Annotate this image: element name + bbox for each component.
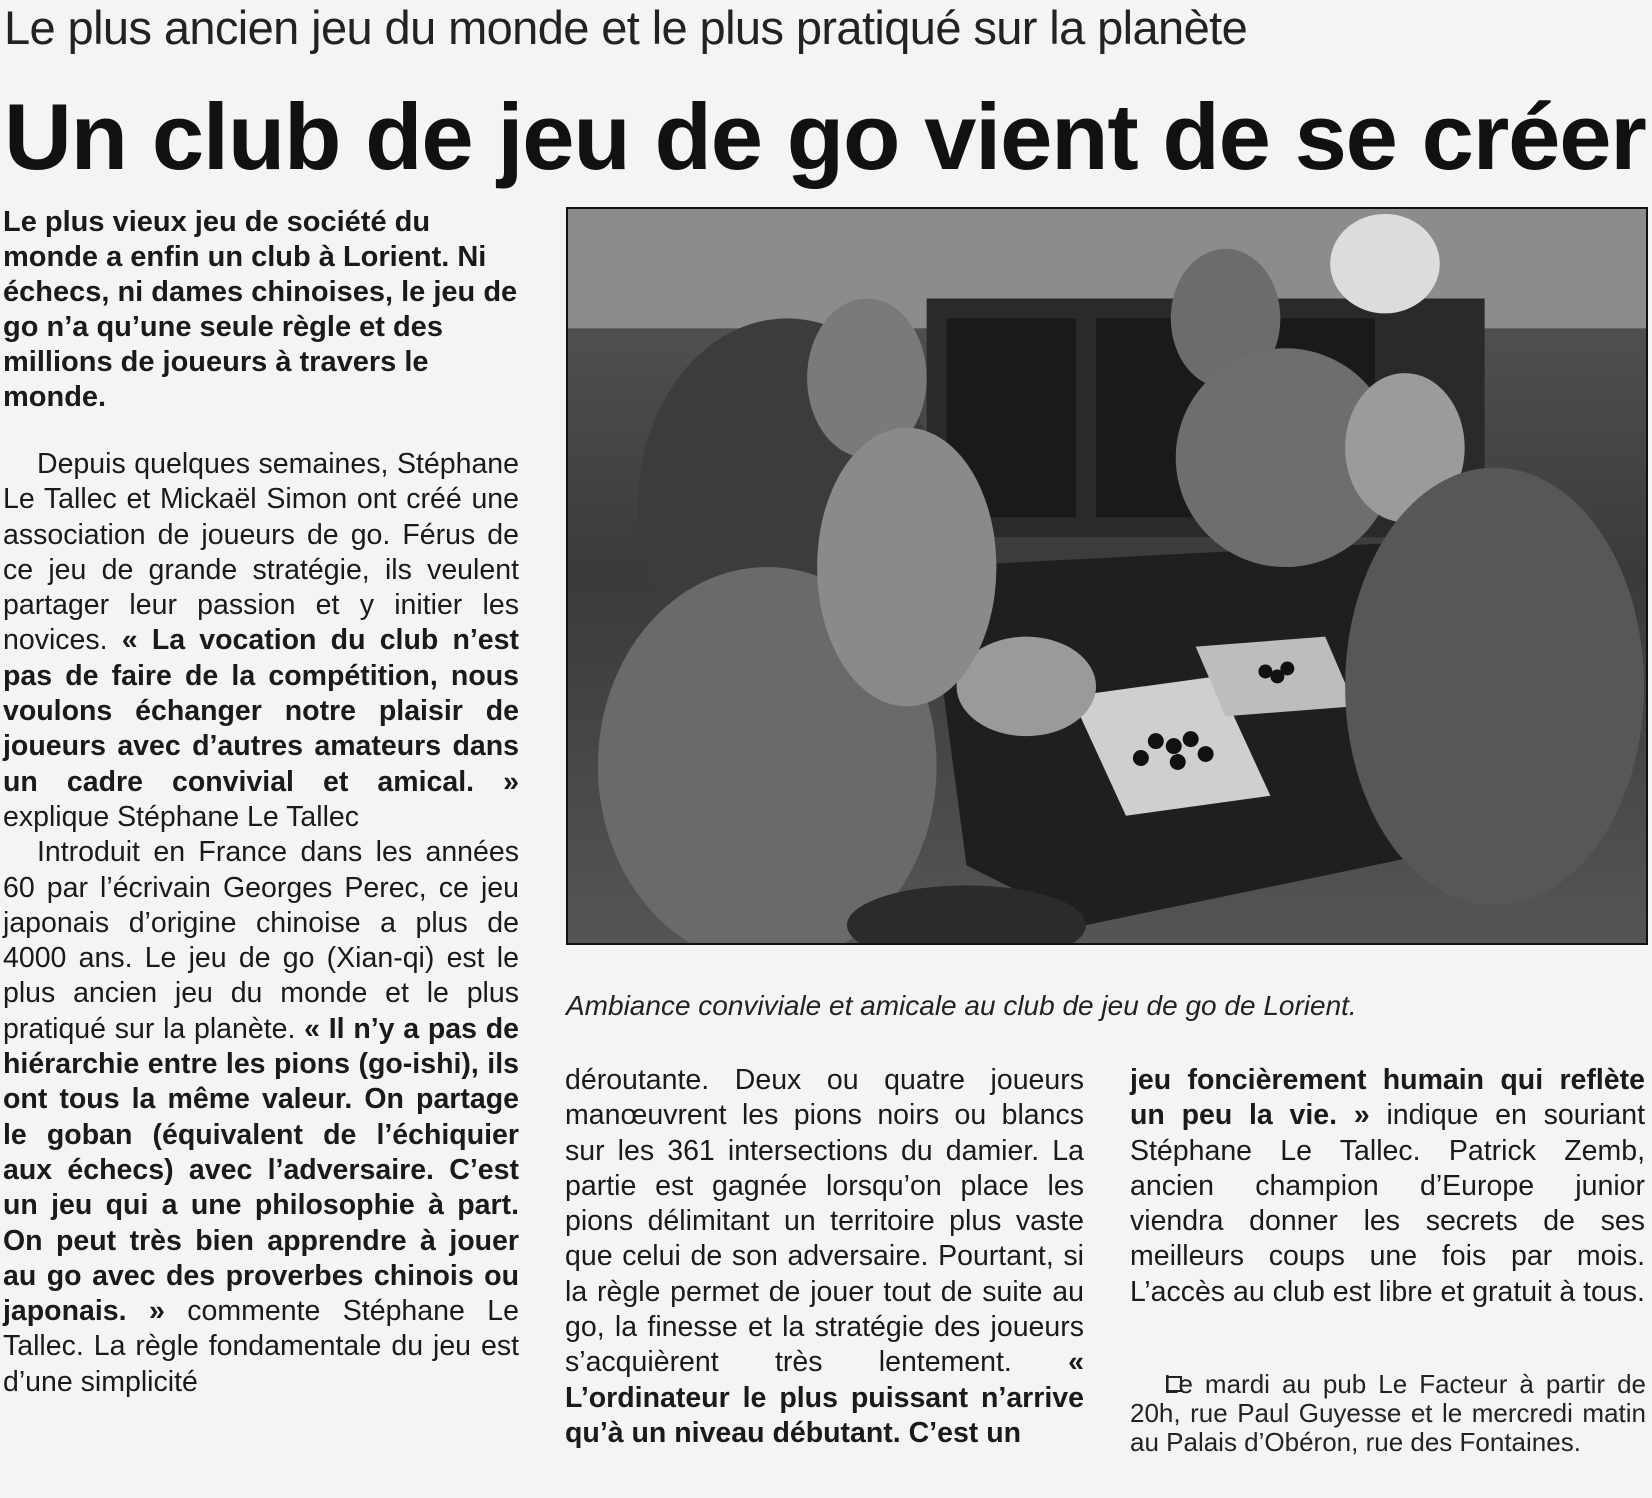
paragraph-quote: « Il n’y a pas de hiérarchie entre les pions (go-ishi), ils ont tous la même valeur. On partage le goban (équivalent de l’échiquier aux échecs) avec l’adversaire. C’est un jeu qui a une philosophie à part. On peut très bien apprendre à jouer au go avec des proverbes chinois ou japonais. »	[3, 1012, 519, 1328]
article-paragraph-3	[565, 1063, 1084, 1451]
paragraph-text: Depuis quelques semaines, Stéphane Le Tallec et Mickaël Simon ont créé une association de joueurs de go. Férus de ce jeu de grande stratégie, ils veulent partager leur passion et y initier les novices.	[3, 448, 519, 657]
article-paragraph-2	[3, 835, 519, 1400]
paragraph-quote: « La vocation du club n’est pas de faire de la compétition, nous voulons échanger notre plaisir de joueurs avec d’autres amateurs dans un cadre convivial et amical. »	[3, 624, 519, 798]
paragraph-text: indique en souriant Stéphane Le Tallec. Patrick Zemb, ancien champion d’Europe junior viendra donner les secrets de ses meilleurs coups une fois par mois. L’accès au club est libre et gratuit à tous.	[1130, 1099, 1645, 1308]
paragraph-text: commente Stéphane Le Tallec. La règle fondamentale du jeu est d’une simplicité	[3, 1295, 519, 1398]
article-kicker: Le plus ancien jeu du monde et le plus pratiqué sur la planète	[4, 1, 1248, 54]
paragraph-quote: « L’ordinateur le plus puissant n’arrive qu’à un niveau débutant. C’est un	[565, 1346, 1084, 1449]
photo-caption: Ambiance conviviale et amicale au club de jeu de go de Lorient.	[566, 990, 1357, 1021]
article-headline: Un club de jeu de go vient de se créer	[4, 84, 1646, 189]
paragraph-text: explique Stéphane Le Tallec	[3, 800, 359, 833]
paragraph-quote: jeu foncièrement humain qui reflète un peu la vie. »	[1130, 1064, 1645, 1132]
go-players-photo	[568, 209, 1646, 943]
article-lead: Le plus vieux jeu de société du monde a enfin un club à Lorient. Ni échecs, ni dames chinoises, le jeu de go n’a qu’une seule règle et des millions de joueurs à travers le monde.	[3, 206, 518, 413]
article-column-3	[1130, 1063, 1645, 1310]
article-photo	[566, 207, 1648, 945]
article-column-1	[3, 205, 519, 1400]
practical-info: Le mardi au pub Le Facteur à partir de 20h, rue Paul Guyesse et le mercredi matin au Palais d’Obéron, rue des Fontaines.	[1130, 1369, 1646, 1457]
paragraph-text: Introduit en France dans les années 60 par l’écrivain Georges Perec, ce jeu japonais d’origine chinoise a plus de 4000 ans. Le jeu de go (Xian-qi) est le plus ancien jeu du monde et le plus pratiqué sur la planète.	[3, 836, 519, 1045]
article-column-2	[565, 1063, 1084, 1451]
article-paragraph-1	[3, 447, 519, 835]
article-paragraph-4	[1130, 1063, 1645, 1310]
paragraph-text: déroutante. Deux ou quatre joueurs manœuvrent les pions noirs ou blancs sur les 361 intersections du damier. La partie est gagnée lorsqu’on place les pions délimitant un territoire plus vaste que celui de son adversaire. Pourtant, si la règle permet de jouer tout de suite au go, la finesse et la stratégie des joueurs s’acquièrent très lentement.	[565, 1064, 1084, 1379]
